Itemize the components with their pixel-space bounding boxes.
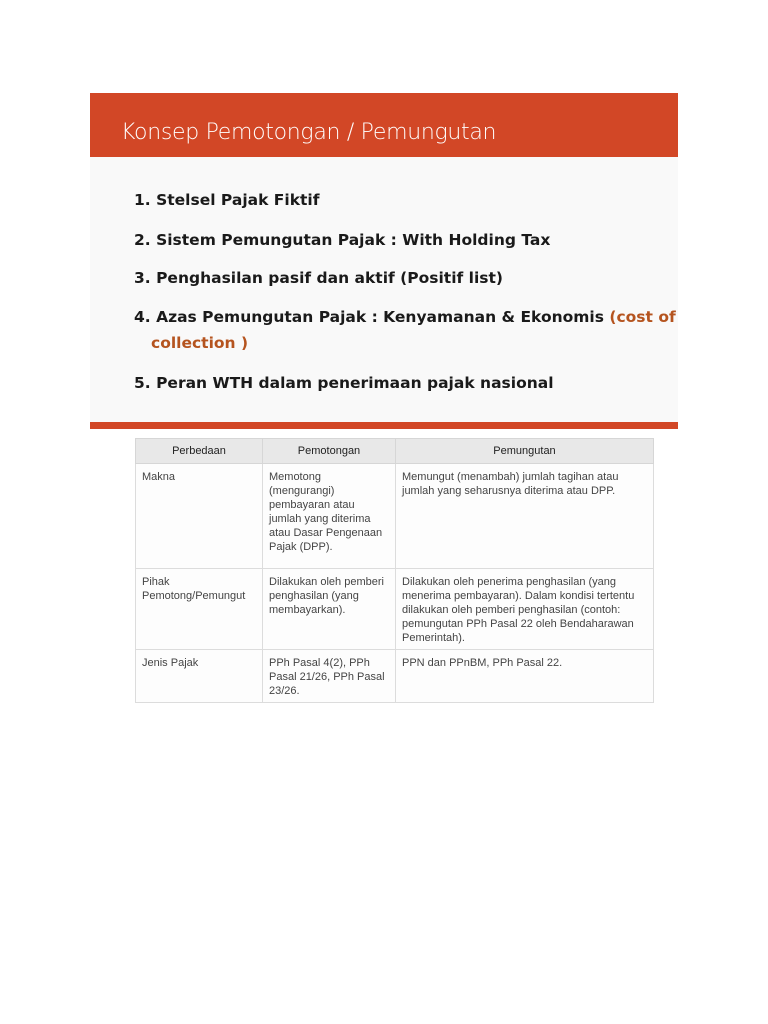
cell-pemungutan: Memungut (menambah) jumlah tagihan atau jumlah yang seharusnya diterima atau DPP. [396,464,654,569]
comparison-table-container [135,438,652,703]
row-label: Pihak Pemotong/Pemungut [136,569,263,650]
list-item-accent: (cost of [609,308,676,326]
header-perbedaan: Perbedaan [136,439,263,464]
header-pemungutan: Pemungutan [396,439,654,464]
list-item [134,370,554,396]
cell-pemungutan: Dilakukan oleh penerima penghasilan (yang menerima pembayaran). Dalam kondisi tertentu dilakukan oleh pemberi penghasilan (contoh: pemungutan PPh Pasal 22 oleh Bendaharawan Pemerintah). [396,569,654,650]
list-item-text: 4. Azas Pemungutan Pajak : Kenyamanan & Ekonomis [134,308,610,326]
comparison-table [135,438,654,703]
table-row [136,569,654,650]
table-header-row [136,439,654,464]
row-label: Makna [136,464,263,569]
slide-image [90,93,678,429]
cell-pemungutan: PPN dan PPnBM, PPh Pasal 22. [396,650,654,703]
list-item [134,265,503,291]
cell-pemotongan: Memotong (mengurangi) pembayaran atau jumlah yang diterima atau Dasar Pengenaan Pajak (DPP). [263,464,396,569]
list-item [134,187,319,213]
list-item-text: 1. Stelsel Pajak Fiktif [134,191,320,209]
row-label: Jenis Pajak [136,650,263,703]
cell-pemotongan: PPh Pasal 4(2), PPh Pasal 21/26, PPh Pasal 23/26. [263,650,396,703]
slide-title: Konsep Pemotongan / Pemungutan [121,120,497,145]
list-item [134,227,550,253]
table-row [136,464,654,569]
header-pemotongan: Pemotongan [263,439,396,464]
list-item-accent-continued: collection ) [151,334,249,352]
list-item-text: 5. Peran WTH dalam penerimaan pajak nasional [134,374,554,392]
cell-pemotongan: Dilakukan oleh pemberi penghasilan (yang membayarkan). [263,569,396,650]
list-item-text: 3. Penghasilan pasif dan aktif (Positif list) [134,269,503,287]
table-row [136,650,654,703]
list-item [134,304,676,356]
slide-bottom-bar [90,422,678,429]
list-item-text: 2. Sistem Pemungutan Pajak : With Holding Tax [134,231,551,249]
